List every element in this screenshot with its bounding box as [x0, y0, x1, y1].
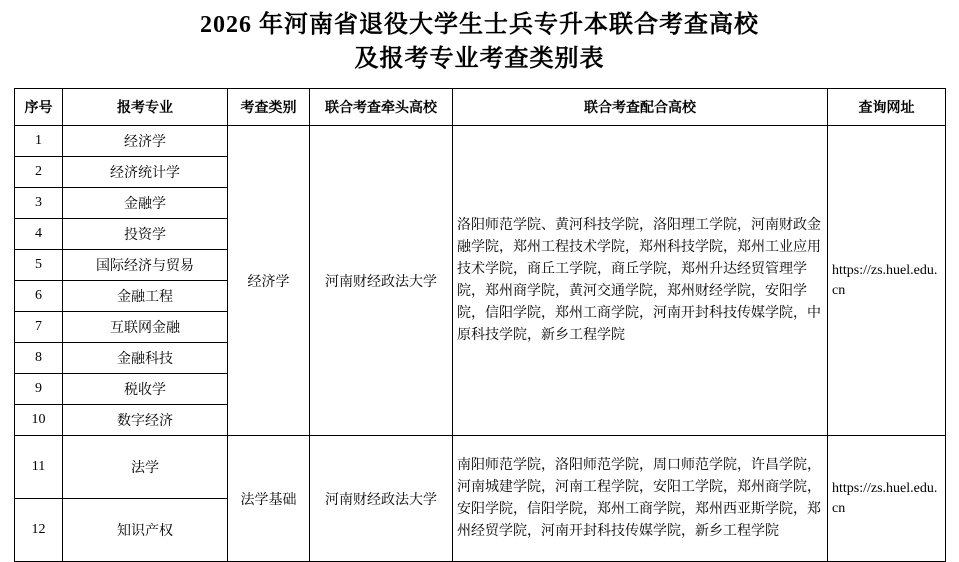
- cell-no: 10: [15, 405, 63, 436]
- cell-no: 2: [15, 157, 63, 188]
- cell-major: 税收学: [63, 374, 228, 405]
- cell-major: 金融工程: [63, 281, 228, 312]
- header-cell-category: 考查类别: [228, 89, 310, 126]
- cell-url[interactable]: https://zs.huel.edu.cn: [828, 126, 946, 436]
- cell-category: 法学基础: [228, 436, 310, 562]
- table-body: [15, 126, 946, 562]
- cell-no: 12: [15, 499, 63, 562]
- header-cell-url: 查询网址: [828, 89, 946, 126]
- cell-no: 3: [15, 188, 63, 219]
- cell-no: 8: [15, 343, 63, 374]
- cell-no: 7: [15, 312, 63, 343]
- cell-no: 11: [15, 436, 63, 499]
- cell-major: 法学: [63, 436, 228, 499]
- cell-no: 6: [15, 281, 63, 312]
- cell-major: 知识产权: [63, 499, 228, 562]
- cell-category: 经济学: [228, 126, 310, 436]
- cell-major: 经济统计学: [63, 157, 228, 188]
- cell-partner-universities: 洛阳师范学院、黄河科技学院，洛阳理工学院，河南财政金融学院，郑州工程技术学院，郑州科技学院，郑州工业应用技术学院，商丘工学院，商丘学院，郑州升达经贸管理学院，郑州商学院，黄河交通学院，郑州财经学院，安阳学院，信阳学院，郑州工商学院，河南开封科技传媒学院，中原科技学院，新乡工程学院: [453, 126, 828, 436]
- cell-major: 金融科技: [63, 343, 228, 374]
- header-cell-no: 序号: [15, 89, 63, 126]
- table-row: [15, 436, 946, 499]
- cell-lead-university: 河南财经政法大学: [310, 126, 453, 436]
- header-cell-lead-university: 联合考查牵头高校: [310, 89, 453, 126]
- cell-major: 国际经济与贸易: [63, 250, 228, 281]
- cell-major: 数字经济: [63, 405, 228, 436]
- cell-no: 4: [15, 219, 63, 250]
- cell-url[interactable]: https://zs.huel.edu.cn: [828, 436, 946, 562]
- cell-major: 金融学: [63, 188, 228, 219]
- cell-no: 9: [15, 374, 63, 405]
- cell-major: 互联网金融: [63, 312, 228, 343]
- title-line-2: 及报考专业考查类别表: [354, 46, 605, 72]
- cell-partner-universities: 南阳师范学院，洛阳师范学院，周口师范学院，许昌学院，河南城建学院，河南工程学院，安阳工学院，郑州商学院，安阳学院，信阳学院，郑州工商学院，郑州西亚斯学院，郑州经贸学院，河南开封科技传媒学院，新乡工程学院: [453, 436, 828, 562]
- cell-no: 5: [15, 250, 63, 281]
- title-line-1: 2026 年河南省退役大学生士兵专升本联合考查高校: [200, 12, 759, 38]
- table-row: [15, 126, 946, 157]
- table-header: [15, 89, 946, 126]
- majors-table: [14, 88, 946, 562]
- cell-major: 投资学: [63, 219, 228, 250]
- cell-major: 经济学: [63, 126, 228, 157]
- table-header-row: [15, 89, 946, 126]
- header-cell-partner-universities: 联合考查配合高校: [453, 89, 828, 126]
- cell-lead-university: 河南财经政法大学: [310, 436, 453, 562]
- header-cell-major: 报考专业: [63, 89, 228, 126]
- cell-no: 1: [15, 126, 63, 157]
- document-title: [0, 0, 959, 76]
- table-container: [14, 88, 945, 562]
